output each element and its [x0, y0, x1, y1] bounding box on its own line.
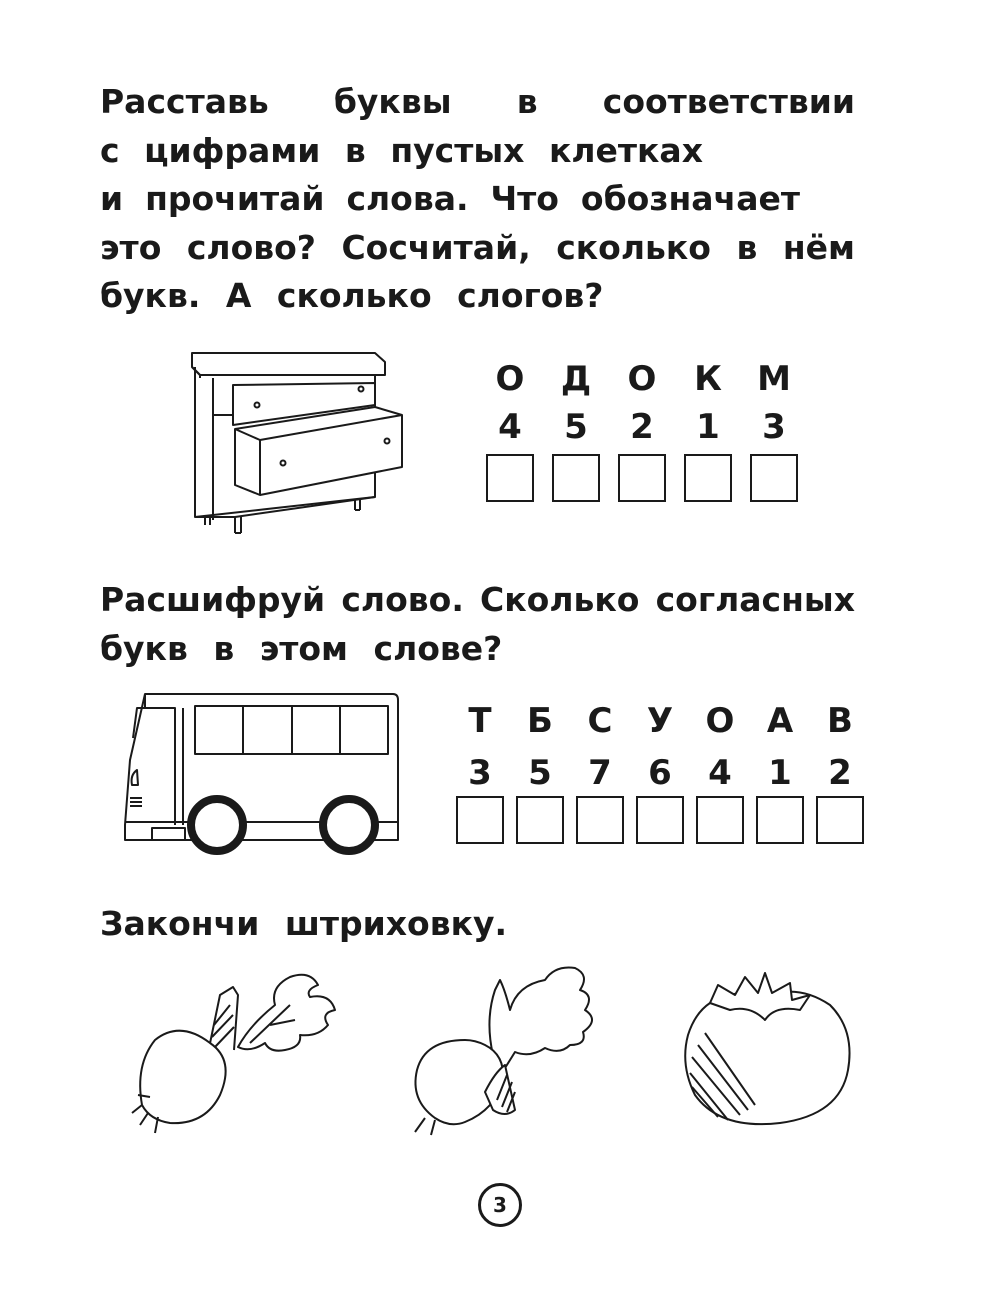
answer-box[interactable] — [576, 796, 624, 844]
bus-icon — [115, 690, 405, 860]
task1-line: с цифрами в пустых клетках — [100, 130, 703, 170]
task2-line: букв в этом слове? — [100, 628, 503, 668]
answer-box[interactable] — [696, 796, 744, 844]
cipher-number: 5 — [564, 407, 588, 447]
cipher-number: 2 — [630, 407, 654, 447]
answer-box[interactable] — [486, 454, 534, 502]
cipher-letter: Д — [560, 359, 592, 399]
answer-box[interactable] — [516, 796, 564, 844]
answer-box[interactable] — [636, 796, 684, 844]
task1-line: это слово? Сосчитай, сколько в нём — [100, 227, 855, 267]
cipher-letter: К — [694, 359, 722, 399]
answer-box[interactable] — [456, 796, 504, 844]
radish-icon — [130, 965, 350, 1140]
cipher-number: 4 — [498, 407, 522, 447]
task2-line: Расшифруй слово. Сколько согласных — [100, 580, 855, 619]
task1-instructions — [100, 78, 855, 321]
task3-instructions — [100, 900, 507, 949]
tomato-icon — [680, 965, 855, 1140]
cipher-number: 5 — [528, 753, 552, 793]
answer-box[interactable] — [756, 796, 804, 844]
task2-instructions — [100, 576, 855, 673]
task2-number-row — [456, 753, 864, 793]
cipher-number: 1 — [768, 753, 792, 793]
task2-answer-boxes — [456, 796, 864, 844]
task1-line: Расставь буквы в соответствии — [100, 82, 855, 121]
task1-answer-boxes — [486, 454, 798, 502]
beet-icon — [405, 960, 615, 1140]
chest-of-drawers-icon — [185, 345, 410, 540]
cipher-letter: С — [587, 701, 613, 741]
answer-box[interactable] — [684, 454, 732, 502]
cipher-number: 1 — [696, 407, 720, 447]
answer-box[interactable] — [618, 454, 666, 502]
task2-letter-row — [456, 701, 864, 741]
cipher-number: 7 — [588, 753, 612, 793]
task2-cipher — [456, 701, 864, 844]
cipher-letter: А — [766, 701, 794, 741]
cipher-letter: М — [757, 359, 791, 399]
cipher-letter: В — [827, 701, 853, 741]
cipher-number: 6 — [648, 753, 672, 793]
task3-line: Закончи штриховку. — [100, 904, 508, 943]
cipher-letter: О — [705, 701, 735, 741]
cipher-letter: Б — [527, 701, 553, 741]
task1-letter-row — [486, 359, 798, 399]
task1-cipher — [486, 359, 798, 502]
task1-line: и прочитай слова. Что обозначает — [100, 179, 800, 218]
cipher-number: 2 — [828, 753, 852, 793]
cipher-number: 3 — [468, 753, 492, 793]
cipher-number: 4 — [708, 753, 732, 793]
answer-box[interactable] — [816, 796, 864, 844]
task1-number-row — [486, 407, 798, 447]
cipher-letter: О — [627, 359, 657, 399]
task1-line: букв. А сколько слогов? — [100, 276, 604, 315]
cipher-letter: О — [495, 359, 525, 399]
cipher-number: 3 — [762, 407, 786, 447]
answer-box[interactable] — [552, 454, 600, 502]
answer-box[interactable] — [750, 454, 798, 502]
cipher-letter: Т — [468, 701, 492, 741]
cipher-letter: У — [646, 701, 674, 741]
page-number: 3 — [478, 1183, 522, 1227]
